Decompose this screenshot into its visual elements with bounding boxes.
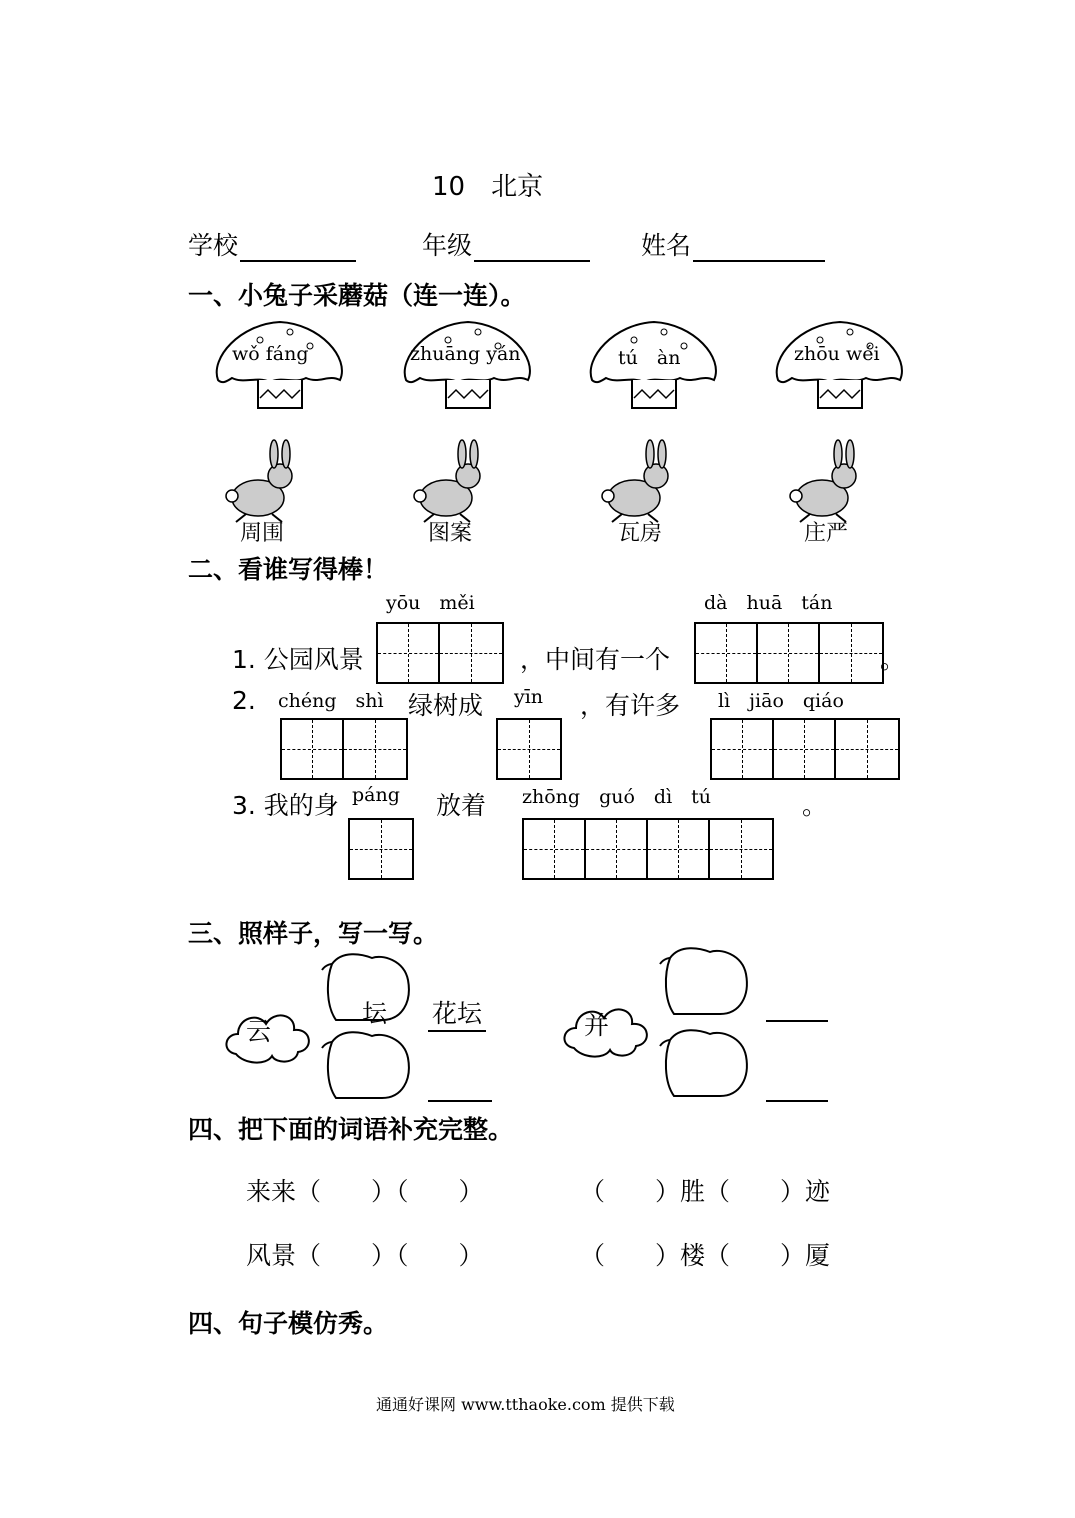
pinyin-lijiaoqiao: lì jiāo qiáo — [718, 690, 844, 712]
leaf-char: 坛 — [362, 999, 388, 1028]
sentence2-text1: 绿树成 — [408, 691, 484, 720]
mushroom-icon — [210, 318, 350, 413]
field-school-line[interactable] — [240, 234, 356, 262]
footer-text: 通通好课网 www.tthaoke.com 提供下载 — [376, 1395, 675, 1414]
answer-boxes-zhongguoditu[interactable] — [522, 818, 774, 880]
fill-row2-left[interactable]: 风景（ ）（ ） — [246, 1241, 484, 1270]
field-grade-line[interactable] — [474, 234, 590, 262]
mushroom-label: wǒ fáng — [232, 343, 309, 365]
sentence2-text2: ，有许多 — [580, 691, 681, 720]
pinyin-chengshi: chéng shì — [278, 690, 384, 712]
pinyin-pang: páng — [352, 784, 400, 806]
leaf-icon — [660, 1026, 750, 1098]
answer-cell[interactable] — [498, 720, 560, 778]
example-answer: 花坛 — [428, 994, 486, 1032]
sentence2-num: 2. — [232, 686, 256, 715]
section2-heading: 二、看谁写得棒！ — [188, 555, 389, 584]
answer-boxes-lijiaoqiao[interactable] — [710, 718, 900, 780]
rabbit-label: 周围 — [240, 521, 285, 546]
answer-boxes-youmei[interactable] — [376, 622, 504, 684]
fill-row2-right[interactable]: （ ）楼（ ）厦 — [580, 1241, 831, 1270]
pinyin-dahuatan: dà huā tán — [704, 592, 833, 614]
answer-boxes-yin[interactable] — [496, 718, 562, 780]
section5-heading: 四、句子模仿秀。 — [188, 1309, 389, 1338]
field-grade[interactable] — [422, 226, 590, 262]
answer-cell[interactable] — [648, 820, 710, 878]
field-name-label: 姓名 — [641, 231, 692, 260]
answer-boxes-dahuatan[interactable] — [694, 622, 884, 684]
field-name-line[interactable] — [693, 234, 825, 262]
answer-blank[interactable] — [428, 1100, 492, 1102]
section4-heading: 四、把下面的词语补充完整。 — [188, 1115, 514, 1144]
cloud-char-1: 云 — [246, 1017, 272, 1046]
answer-cell[interactable] — [758, 624, 820, 682]
page-title: 10 北京 — [432, 172, 544, 202]
pinyin-youmei: yōu měi — [386, 592, 475, 614]
sentence3-text2: 放着 — [436, 791, 487, 820]
answer-cell[interactable] — [282, 720, 344, 778]
field-school[interactable] — [188, 226, 356, 262]
answer-cell[interactable] — [696, 624, 758, 682]
field-name[interactable] — [641, 226, 825, 262]
answer-cell[interactable] — [344, 720, 406, 778]
answer-boxes-chengshi[interactable] — [280, 718, 408, 780]
rabbit-label: 瓦房 — [618, 521, 663, 546]
rabbit-label: 庄严 — [804, 521, 849, 546]
leaf-icon — [660, 944, 750, 1016]
sentence1-text1: 1. 公园风景 — [232, 645, 364, 674]
field-grade-label: 年级 — [422, 231, 473, 260]
mushroom-icon — [770, 318, 910, 413]
rabbit-icon — [786, 440, 866, 528]
sentence3-text1: 3. 我的身 — [232, 791, 339, 820]
answer-cell[interactable] — [710, 820, 772, 878]
sentence3-end: 。 — [802, 791, 828, 820]
sentence1-text2: ，中间有一个 — [520, 645, 671, 674]
answer-cell[interactable] — [440, 624, 502, 682]
field-school-label: 学校 — [188, 231, 239, 260]
answer-cell[interactable] — [524, 820, 586, 878]
mushroom-icon — [398, 318, 538, 413]
pinyin-zhongguoditu: zhōng guó dì tú — [522, 786, 712, 808]
mushroom-label: zhuāng yán — [410, 343, 521, 365]
cloud-char-2: 并 — [584, 1011, 610, 1040]
leaf-icon — [322, 1028, 412, 1100]
answer-cell[interactable] — [774, 720, 836, 778]
answer-cell[interactable] — [712, 720, 774, 778]
rabbit-label: 图案 — [428, 521, 473, 546]
sentence1-end: 。 — [880, 645, 906, 674]
section1-heading: 一、小兔子采蘑菇（连一连）。 — [188, 281, 526, 310]
section3-heading: 三、照样子，写一写。 — [188, 919, 439, 948]
answer-cell[interactable] — [820, 624, 882, 682]
answer-blank[interactable] — [766, 1100, 828, 1102]
answer-blank[interactable] — [766, 1020, 828, 1022]
answer-cell[interactable] — [378, 624, 440, 682]
rabbit-icon — [410, 440, 490, 528]
mushroom-label: tú àn — [618, 347, 681, 369]
mushroom-label: zhōu wéi — [794, 343, 880, 365]
answer-cell[interactable] — [586, 820, 648, 878]
fill-row1-right[interactable]: （ ）胜（ ）迹 — [580, 1177, 831, 1206]
answer-boxes-pang[interactable] — [348, 818, 414, 880]
rabbit-icon — [598, 440, 678, 528]
answer-cell[interactable] — [350, 820, 412, 878]
rabbit-icon — [222, 440, 302, 528]
pinyin-yin: yīn — [514, 686, 544, 708]
answer-cell[interactable] — [836, 720, 898, 778]
fill-row1-left[interactable]: 来来（ ）（ ） — [246, 1177, 484, 1206]
